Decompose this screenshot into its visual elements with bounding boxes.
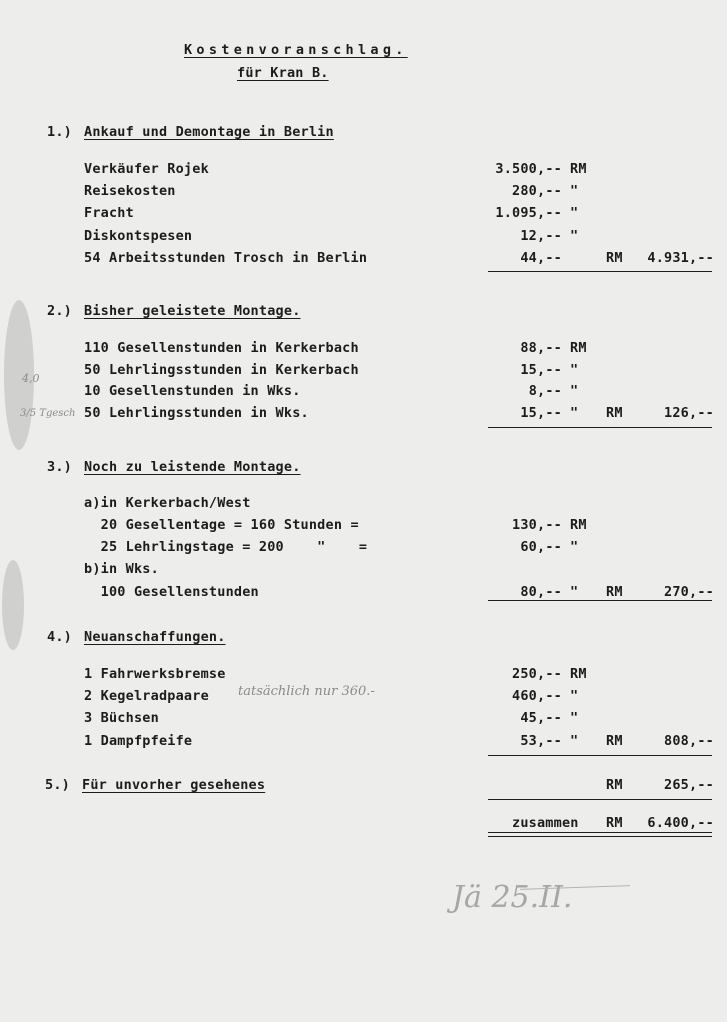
item-unit: " [570,205,579,221]
item-amount: 15,-- [520,405,562,421]
section-heading: Ankauf und Demontage in Berlin [84,124,334,140]
scan-smudge [2,560,24,650]
item-label: 20 Gesellentage = 160 Stunden = [84,517,359,533]
document-subtitle: für Kran B. [237,65,329,81]
item-label: 2 Kegelradpaare [84,688,209,704]
sum-rule [488,427,712,428]
item-label: 54 Arbeitsstunden Trosch in Berlin [84,250,368,266]
sum-rule [488,755,712,756]
handwritten-signature: Jä 25.II. [452,880,573,915]
item-label: 110 Gesellenstunden in Kerkerbach [84,340,359,356]
total-currency: RM [606,250,623,266]
item-label: Verkäufer Rojek [84,161,209,177]
item-amount: 460,-- [512,688,562,704]
item-label: 50 Lehrlingsstunden in Wks. [84,405,309,421]
sum-rule [488,600,712,601]
item-label: b)in Wks. [84,561,159,577]
item-amount: 80,-- [520,584,562,600]
item-unit: " [570,183,579,199]
item-unit: " [570,405,579,421]
section-number: 4.) [47,629,72,645]
item-label: Reisekosten [84,183,176,199]
item-unit: " [570,584,579,600]
item-unit: " [570,362,579,378]
section-heading: Neuanschaffungen. [84,629,226,645]
section-heading: Bisher geleistete Montage. [84,303,301,319]
handwritten-note: tatsächlich nur 360.- [238,684,375,699]
item-amount: 88,-- [520,340,562,356]
item-label: 3 Büchsen [84,710,159,726]
item-unit: RM [570,666,587,682]
total-currency: RM [606,584,623,600]
item-amount: 3.500,-- [495,161,562,177]
item-amount: 45,-- [520,710,562,726]
item-label: a)in Kerkerbach/West [84,495,251,511]
sum-rule [488,271,712,272]
item-amount: 15,-- [520,362,562,378]
item-unit: " [570,383,579,399]
item-amount: 130,-- [512,517,562,533]
section-heading: Noch zu leistende Montage. [84,459,301,475]
grand-total-double-rule [488,832,712,837]
section-number: 2.) [47,303,72,319]
item-label: 10 Gesellenstunden in Wks. [84,383,301,399]
item-label: 1 Dampfpfeife [84,733,193,749]
item-amount: 1.095,-- [495,205,562,221]
section-total: 4.931,-- [647,250,714,266]
section-heading: Für unvorher gesehenes [82,777,266,793]
item-unit: RM [570,517,587,533]
item-unit: " [570,539,579,555]
margin-note: 4,0 [22,372,40,385]
section-number: 1.) [47,124,72,140]
item-unit: " [570,710,579,726]
item-label: Diskontspesen [84,228,193,244]
section-total: 808,-- [664,733,714,749]
item-unit: RM [570,161,587,177]
margin-note: 3/5 Tgesch [20,408,76,419]
section-number: 3.) [47,459,72,475]
total-currency: RM [606,777,623,793]
document-title: Kostenvoranschlag. [184,42,408,58]
item-amount: 53,-- [520,733,562,749]
item-unit: " [570,733,579,749]
item-unit: RM [570,340,587,356]
item-amount: 60,-- [520,539,562,555]
item-label: 50 Lehrlingsstunden in Kerkerbach [84,362,359,378]
sum-rule [488,799,712,800]
item-amount: 44,-- [520,250,562,266]
item-amount: 280,-- [512,183,562,199]
item-amount: 250,-- [512,666,562,682]
item-unit: " [570,688,579,704]
grand-total-currency: RM [606,815,623,831]
item-label: 25 Lehrlingstage = 200 " = [84,539,368,555]
item-label: 100 Gesellenstunden [84,584,259,600]
grand-total-label: zusammen [512,815,579,831]
section-total: 126,-- [664,405,714,421]
item-label: Fracht [84,205,134,221]
grand-total-value: 6.400,-- [647,815,714,831]
total-currency: RM [606,733,623,749]
section-number: 5.) [45,777,70,793]
item-amount: 12,-- [520,228,562,244]
item-unit: " [570,228,579,244]
section-total: 270,-- [664,584,714,600]
total-currency: RM [606,405,623,421]
section-total: 265,-- [664,777,714,793]
item-amount: 8,-- [528,383,562,399]
item-label: 1 Fahrwerksbremse [84,666,226,682]
